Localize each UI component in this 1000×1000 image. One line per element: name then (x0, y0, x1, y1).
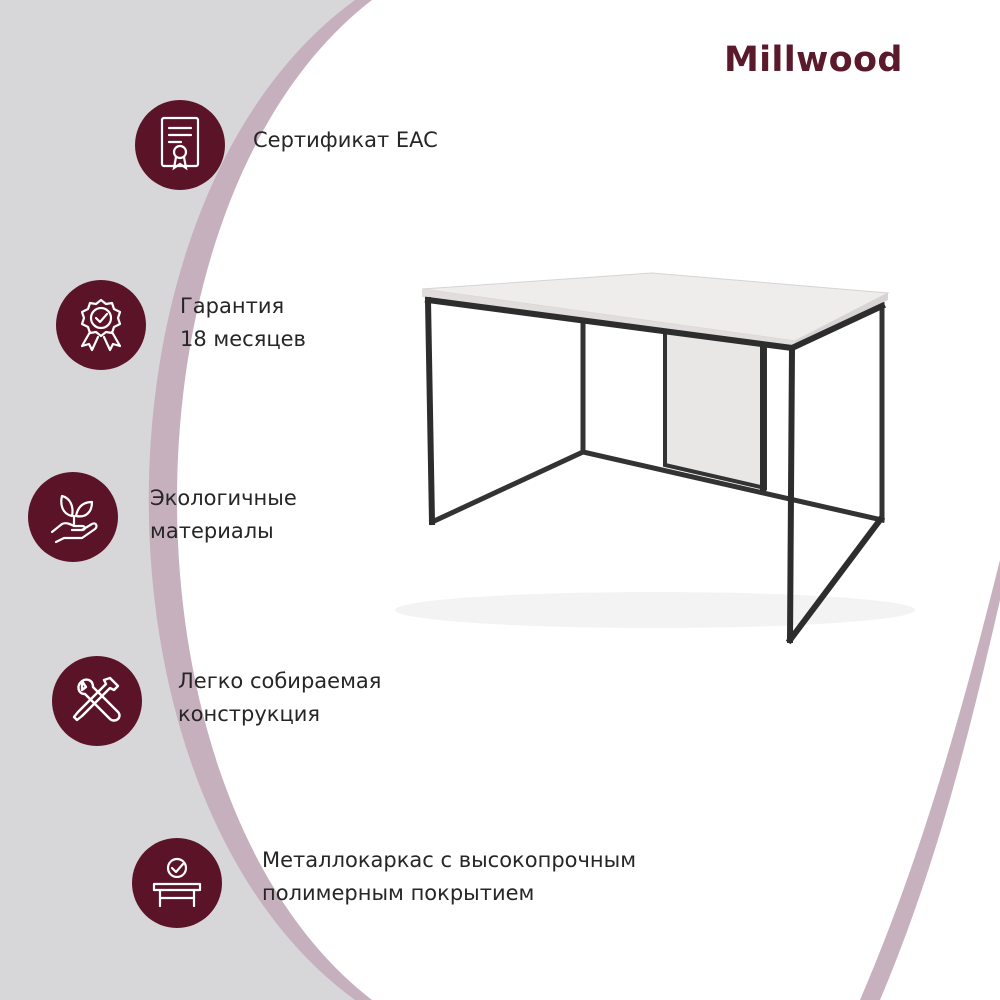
brand-logo-text: Millwood (724, 40, 903, 80)
feature-label-line: полимерным покрытием (262, 881, 535, 905)
feature-label-line: Сертификат EAC (253, 128, 438, 152)
feature-label-line: 18 месяцев (180, 327, 306, 351)
feature-label-line: Гарантия (180, 294, 285, 318)
feature-label-line: конструкция (178, 702, 321, 726)
feature-label-line: Металлокаркас с высокопрочным (262, 848, 637, 872)
feature-label-line: Легко собираемая (178, 669, 382, 693)
feature-label-line: Экологичные (150, 486, 297, 510)
feature-label-line: материалы (150, 519, 274, 543)
